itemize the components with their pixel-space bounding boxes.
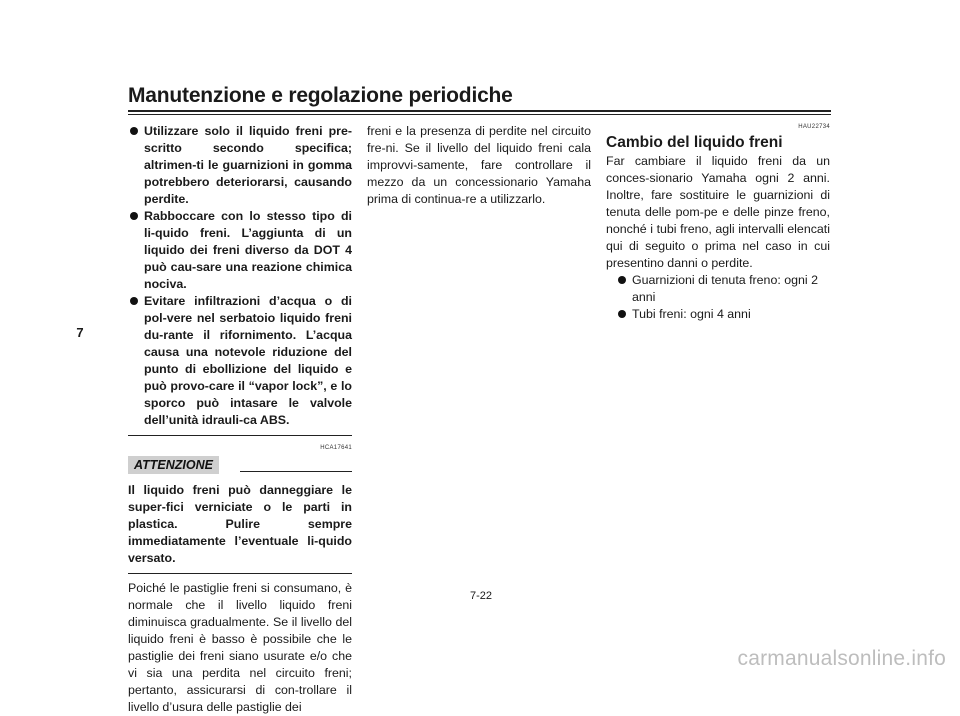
warning-item <box>128 123 352 208</box>
body-text: Far cambiare il liquido freni da un conces-sionario Yamaha ogni 2 anni. Inoltre, fare sostituire le guarnizioni di tenuta delle pom-pe e delle pinze freno, nonché i tubi freno, agli intervalli elencati qui di seguito o prima nel caso in cui presentino danni o perdite. <box>606 154 830 270</box>
page-title: Manutenzione e regolazione periodiche <box>128 84 513 107</box>
interval-item <box>606 306 830 323</box>
caution-header-rule <box>240 471 352 472</box>
header-rule <box>128 110 831 115</box>
bullet-icon <box>130 297 138 305</box>
interval-item <box>606 272 830 306</box>
section-code: HAU22734 <box>798 124 830 130</box>
column-1 <box>128 123 352 716</box>
page-number: 7-22 <box>469 590 493 602</box>
section-title: Cambio del liquido freni <box>606 134 783 151</box>
bullet-icon <box>130 212 138 220</box>
warning-text: Rabboccare con lo stesso tipo di li-quido freni. L’aggiunta di un liquido dei freni diverso da DOT 4 può cau-sare una reazione chimica nociva. <box>144 209 352 291</box>
warning-item <box>128 208 352 293</box>
column-2 <box>367 123 591 208</box>
warning-text: Evitare infiltrazioni d’acqua o di pol-vere nel serbatoio liquido freni du-rante il rifornimento. L’acqua causa una notevole riduzione del punto di ebollizione del liquido e può provo-care il “vapor lock”, e lo sporco può intasare le valvole dell’unità idrauli-ca ABS. <box>144 294 352 427</box>
chapter-tab: 7 <box>76 325 84 340</box>
caution-header <box>128 454 352 482</box>
caution-badge: ATTENZIONE <box>128 456 219 474</box>
caution-text: Il liquido freni può danneggiare le super-fici verniciate o le parti in plastica. Pulire sempre immediatamente l’eventuale li-quido versato. <box>128 483 352 565</box>
caution-code: HCA17641 <box>320 445 352 451</box>
interval-text: Guarnizioni di tenuta freno: ogni 2 anni <box>632 273 818 304</box>
warning-end-rule <box>128 435 352 436</box>
watermark: carmanualsonline.info <box>737 647 946 670</box>
interval-list <box>606 272 830 323</box>
body-text: Poiché le pastiglie freni si consumano, è normale che il livello liquido freni diminuisca gradualmente. Se il livello del liquido freni è basso è possibile che le pastiglie dei freni siano usurate e/o che vi sia una perdita nel circuito freni; pertanto, assicurarsi di con-trollare il livello d’usura delle pastiglie dei <box>128 581 352 714</box>
column-3 <box>606 123 830 323</box>
bullet-icon <box>618 310 626 318</box>
warning-text: Utilizzare solo il liquido freni pre-scritto secondo specifica; altrimen-ti le guarnizioni in gomma potrebbero deteriorarsi, causando perdite. <box>144 124 352 206</box>
interval-text: Tubi freni: ogni 4 anni <box>632 307 751 321</box>
warning-list <box>128 123 352 429</box>
bullet-icon <box>618 276 626 284</box>
warning-item <box>128 293 352 429</box>
body-text: freni e la presenza di perdite nel circuito fre-ni. Se il livello del liquido freni cala improvvi-samente, fare controllare il mezzo da un concessionario Yamaha prima di continua-re a utilizzarlo. <box>367 124 591 206</box>
bullet-icon <box>130 127 138 135</box>
caution-end-rule <box>128 573 352 574</box>
